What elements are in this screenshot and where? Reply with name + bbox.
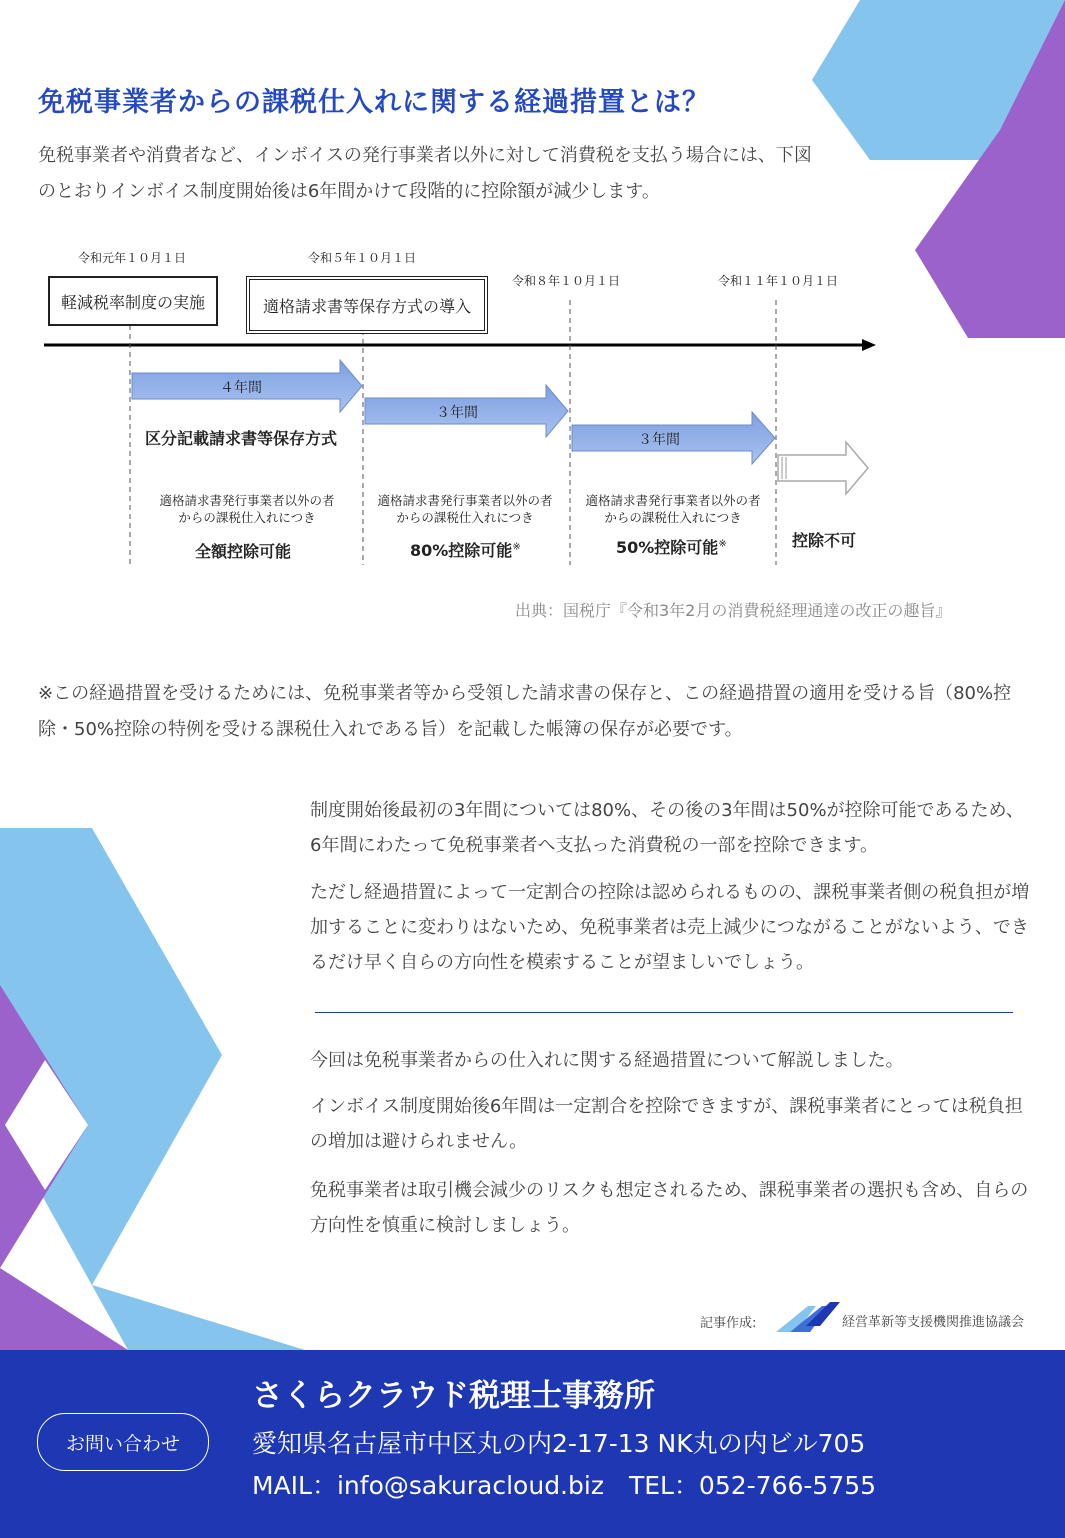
note-line-2: からの課税仕入れにつき	[604, 510, 742, 525]
timeline-axis-arrowhead	[862, 339, 876, 351]
note-line-1: 適格請求書発行事業者以外の者	[585, 493, 761, 508]
deduction-full: 全額控除可能	[195, 542, 292, 561]
method-label: 区分記載請求書等保存方式	[145, 429, 338, 448]
contact-button[interactable]: お問い合わせ	[37, 1413, 209, 1471]
section-divider	[315, 1012, 1013, 1013]
date-r8: 令和８年１０月１日	[512, 274, 621, 288]
source-citation: 出典：国税庁『令和3年2月の消費税経理通達の改正の趣旨』	[515, 601, 952, 620]
firm-name: さくらクラウド税理士事務所	[252, 1378, 655, 1414]
event-label-reduced-rate: 軽減税率制度の実施	[60, 292, 205, 312]
credit-label: 記事作成:	[700, 1316, 757, 1331]
firm-mail-tel: MAIL：info@sakuracloud.biz TEL：052-766-5755	[252, 1471, 877, 1500]
date-r1: 令和元年１０月１日	[78, 251, 187, 265]
note-line-1: 適格請求書発行事業者以外の者	[377, 493, 553, 508]
page-title: 免税事業者からの課税仕入れに関する経過措置とは？	[38, 87, 710, 118]
deduction-80-asterisk: ※	[512, 541, 521, 553]
note-block-1	[132, 492, 362, 526]
event-label-invoice-intro: 適格請求書等保存方式の導入	[262, 296, 471, 316]
deduction-80	[410, 538, 521, 561]
summary-3: 免税事業者は取引機会減少のリスクも想定されるため、課税事業者の選択も含め、自らの方向性を慎重に検討しましょう。	[310, 1180, 1029, 1236]
arrow-label-4years: ４年間	[220, 380, 262, 396]
org-logo-icon	[776, 1302, 840, 1334]
deduction-50-text: 50%控除可能	[616, 538, 719, 557]
paragraph-2: ただし経過措置によって一定割合の控除は認められるものの、課税事業者側の税負担が増加することに変わりはないため、免税事業者は売上減少につながることがないよう、できるだけ早く自らの方向性を模索することが望ましいでしょう。	[310, 882, 1030, 973]
note-line-2: からの課税仕入れにつき	[396, 510, 534, 525]
deduction-80-text: 80%控除可能	[410, 541, 513, 560]
event-box-invoice-intro	[246, 276, 488, 334]
firm-address: 愛知県名古屋市中区丸の内2-17-13 NK丸の内ビル705	[252, 1429, 866, 1458]
note-line-1: 適格請求書発行事業者以外の者	[159, 493, 335, 508]
note-block-2	[364, 492, 566, 526]
note-line-2: からの課税仕入れにつき	[178, 510, 316, 525]
paragraph-1: 制度開始後最初の3年間については80%、その後の3年間は50%が控除可能であるため、6年間にわたって免税事業者へ支払った消費税の一部を控除できます。	[310, 800, 1024, 856]
deduction-50-asterisk: ※	[718, 538, 727, 550]
note-block-3	[572, 492, 774, 526]
arrow-label-3years-b: ３年間	[638, 432, 680, 448]
intro-text: 免税事業者や消費者など、インボイスの発行事業者以外に対して消費税を支払う場合には、下図 のとおりインボイス制度開始後は6年間かけて段階的に控除額が減少します。	[38, 145, 812, 202]
deduction-none: 控除不可	[792, 531, 857, 550]
summary-1: 今回は免税事業者からの仕入れに関する経過措置について解説しました。	[310, 1050, 904, 1071]
date-r5: 令和５年１０月１日	[308, 251, 417, 265]
arrow-period-none	[778, 442, 868, 494]
event-box-reduced-rate	[48, 276, 218, 326]
summary-2: インボイス制度開始後6年間は一定割合を控除できますが、課税事業者にとっては税負担の増加は避けられません。	[310, 1096, 1023, 1152]
credit-org-name: 経営革新等支援機関推進協議会	[842, 1315, 1025, 1330]
footnote: ※この経過措置を受けるためには、免税事業者等から受領した請求書の保存と、この経過措置の適用を受ける旨（80%控除・50%控除の特例を受ける課税仕入れである旨）を記載した帳簿の保存が必要です。	[38, 683, 1012, 740]
deduction-50	[616, 535, 727, 558]
arrow-label-3years-a: ３年間	[436, 405, 478, 421]
date-r11: 令和１１年１０月１日	[718, 274, 839, 288]
